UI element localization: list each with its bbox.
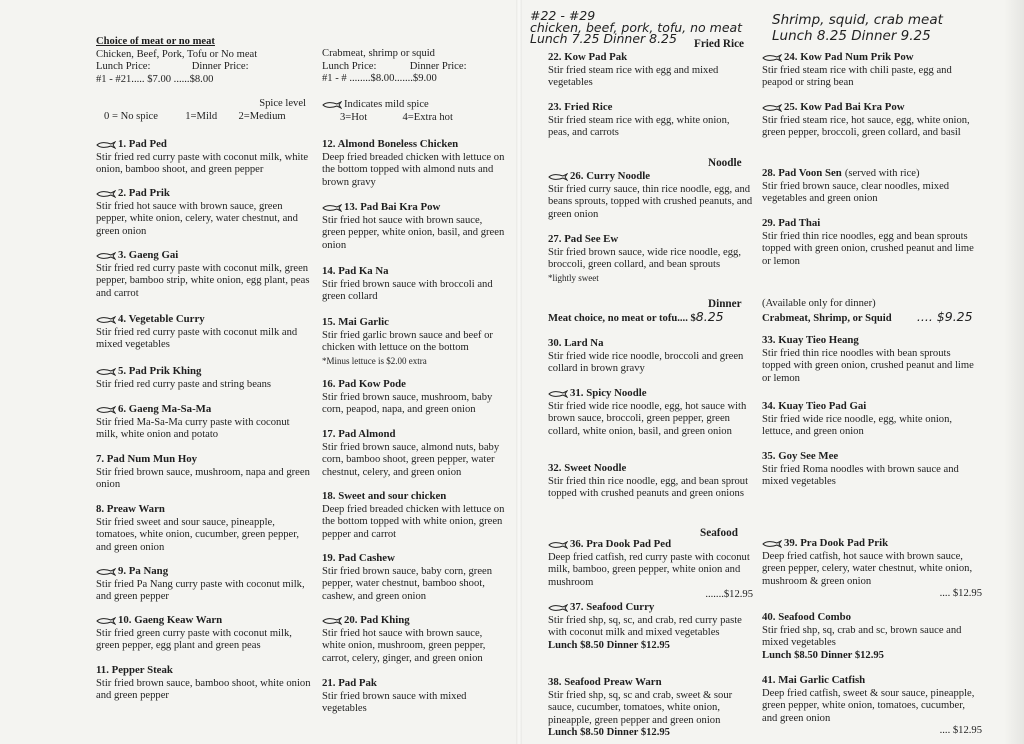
menu-item [548, 387, 753, 438]
menu-item-title [762, 537, 982, 551]
pepper-icon [96, 617, 116, 625]
menu-item-description: Stir fried hot sauce with brown sauce, white onion, mushroom, green pepper, carrot, celery, ginger, and green onion [322, 627, 486, 664]
menu-item-description: Deep fried catfish, hot sauce with brown sauce, green pepper, celery, water chestnut, white onion, mushroom & green onion [762, 550, 973, 587]
handwritten-note-2-line-1: Shrimp, squid, crab meat [772, 12, 943, 28]
section-seafood: Seafood [700, 527, 738, 539]
meat-choice-list: Chicken, Beef, Pork, Tofu or No meat [96, 48, 258, 60]
menu-item-name: 14. Pad Ka Na [322, 265, 389, 277]
menu-item-title [548, 170, 753, 184]
menu-item-name: 4. Vegetable Curry [118, 313, 205, 325]
menu-item-title [96, 403, 311, 417]
menu-item-description: Stir fried red curry paste with coconut milk, green pepper, bamboo strip, white onion, egg plant, peas and carrot [96, 262, 310, 299]
menu-item-name: 21. Pad Pak [322, 677, 377, 689]
menu-item-name: 15. Mai Garlic [322, 316, 389, 328]
header-mid [322, 48, 467, 86]
menu-item [548, 233, 753, 284]
handwritten-note-2 [772, 12, 943, 44]
price-range: #1 - #21..... $7.00 ......$8.00 [96, 73, 214, 85]
menu-item-title [762, 334, 982, 348]
pepper-icon [322, 101, 342, 109]
menu-item-description: Stir fried hot sauce with brown sauce, green pepper, white onion, basil, and green onion [322, 214, 505, 251]
pepper-icon [96, 141, 116, 149]
section-noodle: Noodle [708, 157, 742, 169]
menu-item-description: Deep fried catfish, sweet & sour sauce, pineapple, green pepper, white onion, tomatoes, cucumber, and green onion [762, 687, 975, 724]
menu-item-title [96, 365, 311, 379]
menu-item-name: 11. Pepper Steak [96, 664, 173, 676]
menu-item-name: 7. Pad Num Mun Hoy [96, 453, 198, 465]
menu-item-title [96, 453, 311, 467]
menu-item-title [762, 101, 982, 115]
menu-item-name: 28. Pad Voon Sen [762, 167, 842, 179]
handwritten-note-1-line-1: #22 - #29 [530, 8, 596, 23]
menu-item-name: 36. Pra Dook Pad Ped [570, 538, 672, 550]
menu-item-title [96, 313, 311, 327]
mild-legend [322, 99, 453, 124]
menu-item-name: 17. Pad Almond [322, 428, 396, 440]
menu-item-description: Stir fried sweet and sour sauce, pineapple, tomatoes, white onion, cucumber, green pepper, and green onion [96, 516, 300, 553]
menu-item-description: Stir fried steam rice with chili paste, egg and peapod or string bean [762, 64, 952, 89]
menu-item [96, 565, 311, 604]
menu-item-title [96, 614, 311, 628]
dinner-seafood-label: Crabmeat, Shrimp, or Squid [762, 312, 892, 324]
menu-item [322, 378, 507, 417]
menu-item-name: 24. Kow Pad Num Prik Pow [784, 51, 914, 63]
menu-item-name: 22. Kow Pad Pak [548, 51, 628, 63]
price-range-mid: #1 - # ........$8.00.......$9.00 [322, 73, 437, 85]
menu-item [322, 677, 507, 716]
pepper-icon [548, 604, 568, 612]
menu-item [762, 51, 982, 90]
spice-legend [96, 98, 306, 123]
menu-item [548, 538, 753, 602]
menu-item [322, 316, 507, 367]
menu-item-name: 3. Gaeng Gai [118, 249, 179, 261]
spice-level-title: Spice level [259, 98, 306, 109]
section-fried-rice: Fried Rice [694, 38, 745, 50]
menu-item [96, 503, 311, 554]
menu-item-description: Deep fried breaded chicken with lettuce on the bottom topped with almond nuts and brown gravy [322, 151, 505, 188]
menu-item-price: .......$12.95 [705, 589, 753, 601]
menu-item-name: 34. Kuay Tieo Pad Gai [762, 400, 867, 412]
section-dinner: Dinner [708, 298, 742, 310]
menu-item-title [548, 51, 753, 65]
spice-2: 2=Medium [238, 110, 286, 122]
page-fold [516, 0, 522, 744]
menu-item-title [96, 138, 311, 152]
menu-item-name: 31. Spicy Noodle [570, 387, 647, 399]
menu-item [96, 249, 311, 300]
menu-item-name: 26. Curry Noodle [570, 170, 651, 182]
dinner-price-label: Dinner Price: [191, 61, 249, 73]
menu-item-description: Stir fried thin rice noodles with bean sprouts topped with green onion, crushed peanut and lime or lemon [762, 347, 974, 384]
seafood-choice-list: Crabmeat, shrimp or squid [322, 48, 435, 59]
menu-item-title [762, 167, 982, 181]
dinner-only-note [762, 298, 973, 325]
menu-item-title [96, 664, 311, 678]
menu-item-name: 29. Pad Thai [762, 217, 821, 229]
menu-item-description: Stir fried brown sauce, wide rice noodle, egg, broccoli, green collard, and bean sprouts [548, 246, 741, 271]
pepper-icon [548, 390, 568, 398]
menu-item [762, 537, 982, 601]
meat-choice-title: Choice of meat or no meat [96, 36, 215, 47]
handwritten-note-1-line-3: Lunch 7.25 Dinner 8.25 [530, 31, 677, 46]
menu-item-title [762, 400, 982, 414]
menu-item-name: 30. Lard Na [548, 337, 604, 349]
menu-item-title [548, 601, 753, 615]
menu-item-name: 41. Mai Garlic Catfish [762, 674, 866, 686]
dinner-meat-choice [548, 311, 724, 326]
menu-item-name: 39. Pra Dook Pad Prik [784, 537, 889, 549]
menu-item [548, 170, 753, 221]
menu-item-title [96, 565, 311, 579]
page-edge [1004, 0, 1024, 744]
menu-item-price: .... $12.95 [939, 725, 982, 737]
menu-item-title [322, 316, 507, 330]
menu-item-name: 23. Fried Rice [548, 101, 613, 113]
menu-item-description: Stir fried brown sauce, almond nuts, baby corn, bamboo shoot, green pepper, water chestnut, celery, and green onion [322, 441, 500, 478]
pepper-icon [96, 316, 116, 324]
menu-item-name: 25. Kow Pad Bai Kra Pow [784, 101, 905, 113]
menu-item [322, 138, 507, 189]
pepper-icon [548, 173, 568, 181]
dinner-price-label-mid: Dinner Price: [409, 60, 467, 72]
menu-item-description: Stir fried Roma noodles with brown sauce and mixed vegetables [762, 463, 959, 488]
menu-item [548, 601, 753, 652]
menu-item-description: Stir fried thin rice noodles, egg and bean sprouts topped with green onion, crushed peanut and lime or lemon [762, 230, 974, 267]
menu-item [96, 187, 311, 238]
spice-3: 3=Hot [340, 111, 368, 123]
menu-item-price: Lunch $8.50 Dinner $12.95 [548, 639, 670, 651]
menu-item [96, 313, 311, 352]
menu-item-description: Stir fried shp, sq, sc, and crab, red curry paste with coconut milk and mixed vegetables [548, 614, 742, 639]
menu-item-price: .... $12.95 [939, 588, 982, 600]
menu-item [322, 614, 507, 665]
spice-levels [96, 111, 306, 124]
menu-item-title [322, 490, 507, 504]
menu-item-description: Stir fried hot sauce with brown sauce, green pepper, white onion, celery, water chestnut, and green onion [96, 200, 298, 237]
pepper-icon [96, 368, 116, 376]
lunch-price-label-mid: Lunch Price: [322, 60, 377, 72]
pepper-icon [96, 190, 116, 198]
menu-item-name-extra: (served with rice) [844, 168, 920, 179]
menu-item-description: Stir fried steam rice, hot sauce, egg, white onion, green pepper, broccoli, green collard, and basil [762, 114, 970, 139]
menu-item-description: Stir fried brown sauce, bamboo shoot, white onion and green pepper [96, 677, 311, 702]
pepper-icon [96, 252, 116, 260]
dinner-meat-price: 8.25 [695, 309, 724, 324]
menu-item-description: Stir fried green curry paste with coconut milk, green pepper, egg plant and green peas [96, 627, 292, 652]
pepper-icon [762, 540, 782, 548]
pepper-icon [96, 406, 116, 414]
menu-item-title [322, 677, 507, 691]
menu-item-name: 1. Pad Ped [118, 138, 167, 150]
menu-item-description: Stir fried garlic brown sauce and beef or chicken with lettuce on the bottom [322, 329, 493, 354]
menu-item [762, 167, 982, 206]
menu-item-description: Stir fried steam rice with egg, white onion, peas, and carrots [548, 114, 730, 139]
menu-item-name: 18. Sweet and sour chicken [322, 490, 447, 502]
menu-item-name: 9. Pa Nang [118, 565, 169, 577]
menu-item [762, 217, 982, 268]
menu-item-description: Stir fried Pa Nang curry paste with coconut milk, and green pepper [96, 578, 305, 603]
menu-item-description: Stir fried red curry paste and string beans [96, 378, 272, 390]
menu-item-description: Stir fried shp, sq, sc and crab, sweet & sour sauce, cucumber, tomatoes, white onion, pineapple, green pepper and green onion [548, 689, 733, 726]
menu-item [762, 334, 982, 385]
menu-item [322, 490, 507, 541]
spice-0: 0 = No spice [104, 110, 158, 122]
menu-item-description: Stir fried steam rice with egg and mixed vegetables [548, 64, 719, 89]
menu-item [96, 614, 311, 653]
menu-item-name: 20. Pad Khing [344, 614, 410, 626]
menu-item [548, 51, 753, 90]
menu-item-name: 2. Pad Prik [118, 187, 170, 199]
menu-item-name: 32. Sweet Noodle [548, 462, 627, 474]
menu-item-title [548, 538, 753, 552]
menu-item-title [322, 265, 507, 279]
menu-item-name: 38. Seafood Preaw Warn [548, 676, 662, 688]
menu-item-description: Stir fried wide rice noodle, broccoli and green collard in brown gravy [548, 350, 744, 375]
pepper-icon [548, 541, 568, 549]
menu-item-title [548, 233, 753, 247]
menu-item-note: *Minus lettuce is $2.00 extra [322, 355, 427, 366]
menu-item [762, 450, 982, 489]
pepper-icon [762, 54, 782, 62]
menu-item [322, 428, 507, 479]
menu-item-description: Stir fried brown sauce, mushroom, napa and green onion [96, 466, 310, 491]
dinner-only-label: (Available only for dinner) [762, 298, 876, 309]
menu-item [762, 101, 982, 140]
menu-item-name: 27. Pad See Ew [548, 233, 619, 245]
menu-item [96, 453, 311, 492]
menu-item-note: *lightly sweet [548, 272, 599, 283]
menu-item-description: Stir fried brown sauce, clear noodles, mixed vegetables and green onion [762, 180, 950, 205]
menu-item-price: Lunch $8.50 Dinner $12.95 [762, 649, 884, 661]
menu-item-title [96, 249, 311, 263]
menu-item-title [762, 51, 982, 65]
menu-item-name: 35. Goy See Mee [762, 450, 839, 462]
menu-item-description: Stir fried brown sauce, baby corn, green pepper, water chestnut, bamboo shoot, cashew, and green onion [322, 565, 493, 602]
spice-1: 1=Mild [185, 110, 218, 122]
menu-item-title [762, 611, 982, 625]
pepper-icon [322, 617, 342, 625]
menu-item-title [322, 201, 507, 215]
menu-item-description: Stir fried shp, sq, crab and sc, brown sauce and mixed vegetables [762, 624, 962, 649]
price-labels-mid [322, 61, 467, 74]
menu-item-description: Stir fried wide rice noodle, egg, white onion, lettuce, and green onion [762, 413, 953, 438]
menu-item-name: 6. Gaeng Ma-Sa-Ma [118, 403, 212, 415]
dinner-seafood-price: .... $9.25 [916, 308, 973, 324]
menu-item-title [548, 337, 753, 351]
menu-item [322, 201, 507, 252]
menu-item-description: Stir fried red curry paste with coconut milk, white onion, bamboo shoot, and green pepper [96, 151, 309, 176]
menu-item-title [322, 428, 507, 442]
lunch-price-label: Lunch Price: [96, 61, 151, 73]
menu-item-name: 40. Seafood Combo [762, 611, 852, 623]
menu-item-description: Deep fried catfish, red curry paste with coconut milk, bamboo, green pepper, white onion and mushroom [548, 551, 750, 588]
menu-item [96, 365, 311, 391]
menu-item-title [322, 138, 507, 152]
menu-item-name: 33. Kuay Tieo Heang [762, 334, 859, 346]
menu-item-description: Stir fried brown sauce with mixed vegetables [322, 690, 467, 715]
menu-item [322, 552, 507, 603]
menu-item-title [548, 101, 753, 115]
menu-item-name: 10. Gaeng Keaw Warn [118, 614, 223, 626]
menu-item [548, 462, 753, 501]
menu-item-title [322, 552, 507, 566]
menu-item-description: Stir fried red curry paste with coconut milk and mixed vegetables [96, 326, 298, 351]
header-left [96, 36, 257, 86]
menu-item-name: 16. Pad Kow Pode [322, 378, 406, 390]
handwritten-note-1-line-2: chicken, beef, pork, tofu, no meat [530, 19, 743, 35]
price-labels [96, 61, 257, 74]
menu-item [96, 664, 311, 703]
menu-item-description: Stir fried curry sauce, thin rice noodle, egg, and beans sprouts, topped with crushed peanuts, and green onion [548, 183, 753, 220]
menu-item-title [762, 450, 982, 464]
menu-item [548, 337, 753, 376]
menu-item-price: Lunch $8.50 Dinner $12.95 [548, 727, 670, 739]
menu-item-name: 12. Almond Boneless Chicken [322, 138, 459, 150]
menu-item [762, 674, 982, 738]
menu-item-title [762, 674, 982, 688]
menu-item-description: Stir fried thin rice noodle, egg, and bean sprout topped with crushed peanuts and green onions [548, 475, 749, 500]
menu-item [548, 101, 753, 140]
menu-item-description: Deep fried breaded chicken with lettuce on the bottom topped with white onion, green pepper and carrot [322, 503, 505, 540]
menu-item-description: Stir fried brown sauce with broccoli and green collard [322, 278, 493, 303]
menu-item-name: 8. Preaw Warn [96, 503, 165, 515]
menu-item [762, 400, 982, 439]
menu-item-name: 5. Pad Prik Khing [118, 365, 202, 377]
spice-4: 4=Extra hot [402, 111, 453, 123]
menu-item-title [548, 676, 753, 690]
menu-item-title [548, 387, 753, 401]
menu-item-description: Stir fried brown sauce, mushroom, baby corn, peapod, napa, and green onion [322, 391, 493, 416]
menu-item-description: Stir fried Ma-Sa-Ma curry paste with coconut milk, white onion and potato [96, 416, 290, 441]
menu-item-title [762, 217, 982, 231]
menu-item-description: Stir fried wide rice noodle, egg, hot sauce with brown sauce, broccoli, green pepper, green collard, white onion, basil, and green onion [548, 400, 747, 437]
menu-item-title [548, 462, 753, 476]
menu-item-title [96, 187, 311, 201]
dinner-meat-label: Meat choice, no meat or tofu.... $ [548, 313, 696, 324]
pepper-icon [762, 104, 782, 112]
menu-item-name: 37. Seafood Curry [570, 601, 655, 613]
menu-item-title [322, 378, 507, 392]
menu-item-name: 13. Pad Bai Kra Pow [344, 201, 441, 213]
mild-spice-note: Indicates mild spice [344, 99, 429, 110]
pepper-icon [96, 568, 116, 576]
menu-item [548, 676, 753, 740]
handwritten-note-2-line-2: Lunch 8.25 Dinner 9.25 [772, 28, 931, 44]
menu-item [96, 403, 311, 442]
menu-item [762, 611, 982, 662]
pepper-icon [322, 204, 342, 212]
menu-item [322, 265, 507, 304]
menu-item-title [322, 614, 507, 628]
menu-item-name: 19. Pad Cashew [322, 552, 395, 564]
menu-item-title [96, 503, 311, 517]
menu-item [96, 138, 311, 177]
